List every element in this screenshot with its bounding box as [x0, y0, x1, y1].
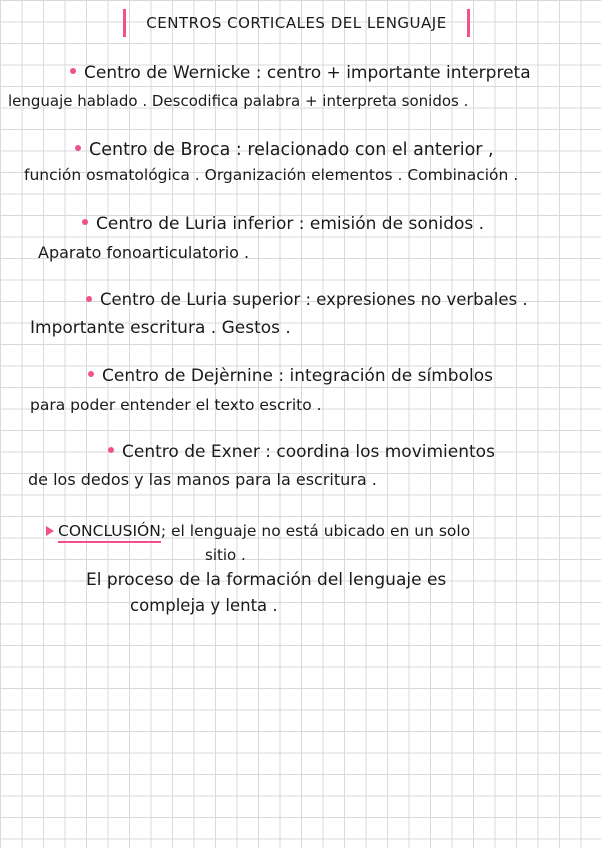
section-dejerine-line-2	[30, 398, 322, 414]
section-luria-superior-text-2: Importante escritura . Gestos .	[30, 318, 291, 338]
section-dejerine-text-2: para poder entender el texto escrito .	[30, 396, 322, 414]
section-wernicke-text-2: lenguaje hablado . Descodifica palabra + interpreta sonidos .	[8, 92, 469, 110]
section-exner-line-2	[28, 472, 377, 488]
section-wernicke-line-2	[8, 94, 468, 109]
conclusion-line-2	[205, 548, 246, 563]
bullet-icon	[75, 145, 81, 151]
section-luria-superior-text-1: Centro de Luria superior : expresiones no verbales .	[100, 290, 528, 309]
section-luria-inferior-line-2	[38, 245, 249, 261]
section-broca-text-1: Centro de Broca : relacionado con el anterior ,	[89, 140, 494, 160]
bullet-icon	[108, 447, 114, 453]
page-title: CENTROS CORTICALES DEL LENGUAJE	[146, 14, 447, 32]
conclusion-line-1	[46, 524, 470, 543]
conclusion-text-2: sitio .	[205, 546, 246, 564]
conclusion-text-4: compleja y lenta .	[130, 596, 278, 615]
conclusion-line-4	[130, 598, 278, 615]
section-broca-line-1	[75, 142, 494, 160]
section-luria-inferior-line-1	[82, 216, 484, 233]
conclusion-text-3: El proceso de la formación del lenguaje es	[86, 570, 447, 590]
section-exner-text-2: de los dedos y las manos para la escritura .	[28, 470, 377, 489]
section-exner-line-1	[108, 444, 495, 461]
section-dejerine-line-1	[88, 368, 493, 385]
section-luria-inferior-text-1: Centro de Luria inferior : emisión de sonidos .	[96, 214, 485, 234]
conclusion-text-1: ; el lenguaje no está ubicado en un solo	[160, 522, 471, 540]
conclusion-label: CONCLUSIÓN	[58, 524, 161, 543]
conclusion-line-3	[86, 572, 446, 589]
section-broca-text-2: función osmatológica . Organización elementos . Combinación .	[24, 166, 519, 184]
section-broca-line-2	[24, 168, 518, 184]
arrow-icon	[46, 526, 54, 536]
title-frame	[123, 9, 470, 37]
bullet-icon	[70, 68, 76, 74]
bullet-icon	[88, 371, 94, 377]
bullet-icon	[82, 219, 88, 225]
section-luria-superior-line-1	[86, 292, 528, 309]
bullet-icon	[86, 296, 92, 302]
section-wernicke-text-1: Centro de Wernicke : centro + importante interpreta	[84, 63, 531, 83]
section-exner-text-1: Centro de Exner : coordina los movimientos	[122, 442, 495, 462]
section-luria-superior-line-2	[30, 320, 291, 337]
section-luria-inferior-text-2: Aparato fonoarticulatorio .	[38, 243, 250, 262]
section-dejerine-text-1: Centro de Dejèrnine : integración de símbolos	[102, 366, 493, 386]
section-wernicke-line-1	[70, 65, 531, 82]
